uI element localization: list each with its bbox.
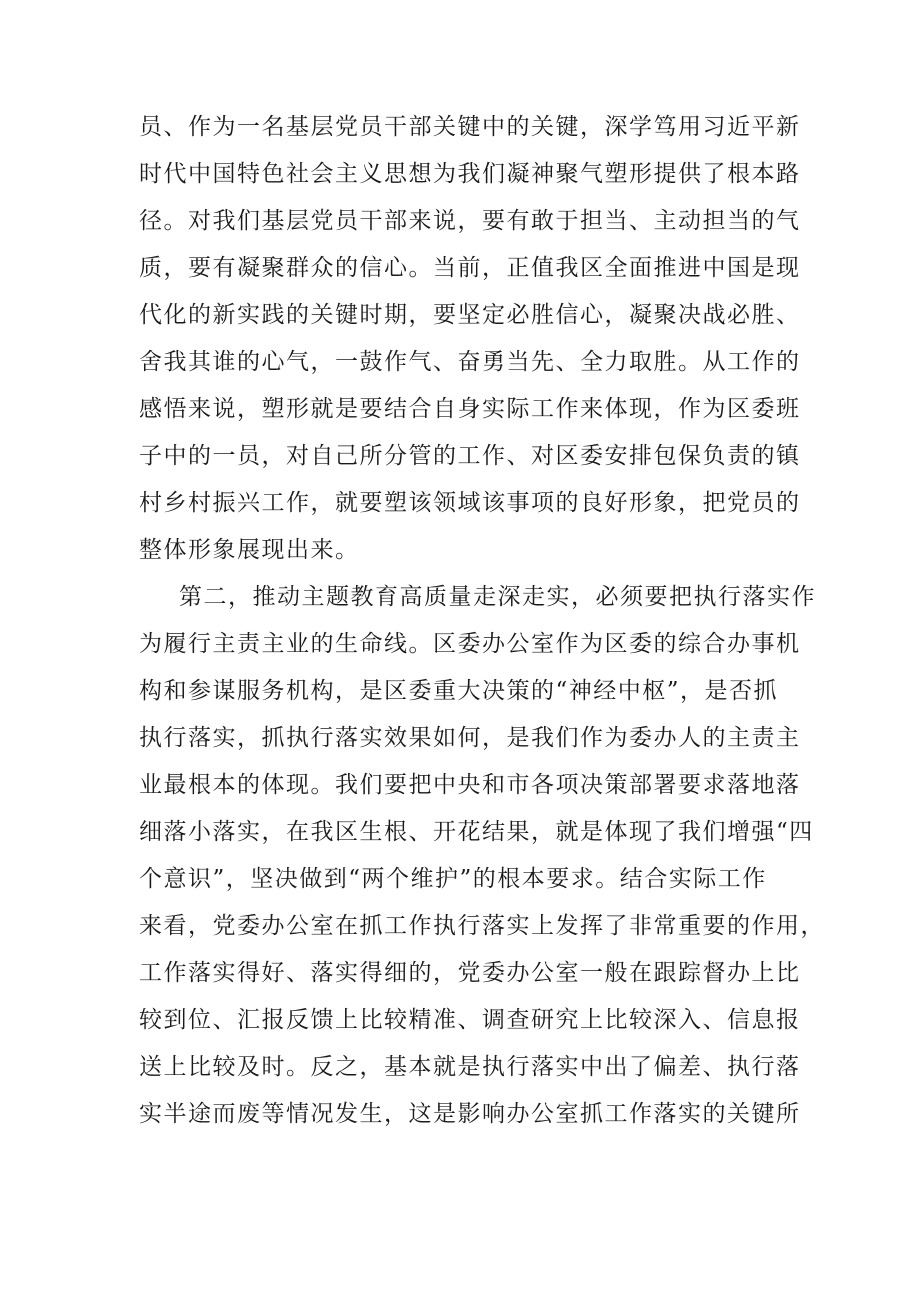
text-line: 构和参谋服务机构，是区委重大决策的“神经中枢”，是否抓 <box>139 678 779 704</box>
text-line: 径。对我们基层党员干部来说，要有敢于担当、主动担当的气 <box>139 208 801 234</box>
paragraph-1 <box>139 104 799 574</box>
paragraph-2 <box>139 574 825 1138</box>
text-line: 村乡村振兴工作，就要塑该领域该事项的良好形象，把党员的 <box>139 490 801 516</box>
text-line: 个意识”，坚决做到“两个维护”的根本要求。结合实际工作 <box>139 866 767 892</box>
text-line: 工作落实得好、落实得细的，党委办公室一般在跟踪督办上比 <box>139 960 801 986</box>
text-line: 实半途而废等情况发生，这是影响办公室抓工作落实的关键所 <box>139 1101 801 1127</box>
text-line: 质，要有凝聚群众的信心。当前，正值我区全面推进中国是现 <box>139 255 801 281</box>
text-line: 代化的新实践的关键时期，要坚定必胜信心，凝聚决战必胜、 <box>139 302 801 328</box>
text-line: 执行落实，抓执行落实效果如何，是我们作为委办人的主责主 <box>139 725 801 751</box>
document-body <box>139 104 825 1138</box>
text-line: 细落小落实，在我区生根、开花结果，就是体现了我们增强“四 <box>139 819 814 845</box>
text-line: 第二，推动主题教育高质量走深走实，必须要把执行落实作 <box>179 584 816 610</box>
text-line: 送上比较及时。反之，基本就是执行落实中出了偏差、执行落 <box>139 1054 801 1080</box>
text-line: 业最根本的体现。我们要把中央和市各项决策部署要求落地落 <box>139 772 801 798</box>
text-line: 较到位、汇报反馈上比较精准、调查研究上比较深入、信息报 <box>139 1007 801 1033</box>
text-line: 员、作为一名基层党员干部关键中的关键，深学笃用习近平新 <box>139 114 801 140</box>
text-line: 整体形象展现出来。 <box>139 537 360 563</box>
text-line: 舍我其谁的心气，一鼓作气、奋勇当先、全力取胜。从工作的 <box>139 349 801 375</box>
text-line: 感悟来说，塑形就是要结合自身实际工作来体现，作为区委班 <box>139 396 801 422</box>
text-line: 子中的一员，对自己所分管的工作、对区委安排包保负责的镇 <box>139 443 801 469</box>
text-line: 为履行主责主业的生命线。区委办公室作为区委的综合办事机 <box>139 631 801 657</box>
text-line: 来看，党委办公室在抓工作执行落实上发挥了非常重要的作用， <box>139 913 825 939</box>
text-line: 时代中国特色社会主义思想为我们凝神聚气塑形提供了根本路 <box>139 161 801 187</box>
